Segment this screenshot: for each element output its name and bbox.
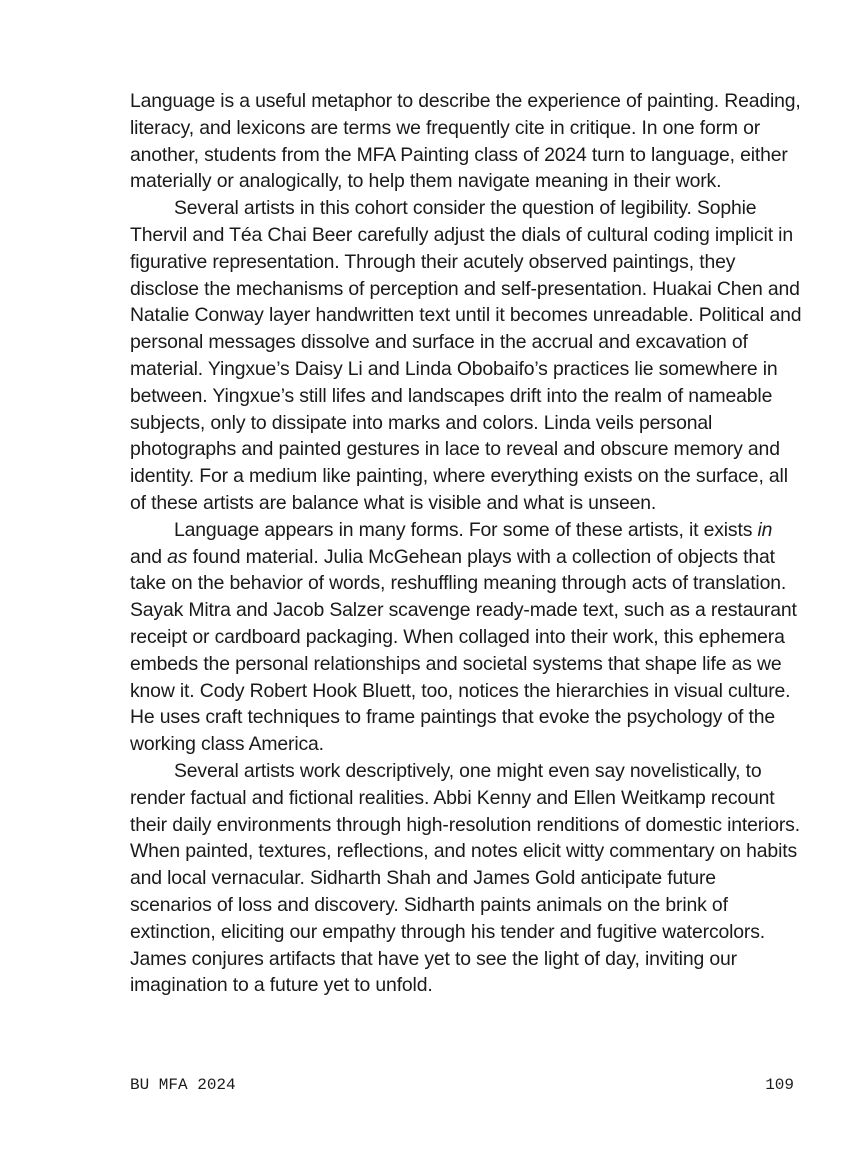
page-number: 109: [765, 1076, 794, 1094]
paragraph-3-italic-as: as: [167, 545, 188, 568]
page-content: [130, 88, 802, 999]
paragraph-2: Several artists in this cohort consider the question of legibility. Sophie Thervil and Téa Chai Beer carefully adjust the dials of cultural coding implicit in figurative representation. Through their acutely observed paintings, they disclose the mechanisms of perception and self-presentation. Huakai Chen and Natalie Conway layer handwritten text until it becomes unreadable. Political and personal messages dissolve and surface in the accrual and excavation of material. Yingxue’s Daisy Li and Linda Obobaifo’s practices lie somewhere in between. Yingxue’s still lifes and landscapes drift into the realm of nameable subjects, only to dissipate into marks and colors. Linda veils personal photographs and painted gestures in lace to reveal and obscure memory and identity. For a medium like painting, where everything exists on the surface, all of these artists are balance what is visible and what is unseen.: [130, 197, 802, 514]
paragraph-3-italic-in: in: [757, 518, 773, 541]
essay-body: [130, 88, 802, 999]
paragraph-3: [130, 517, 802, 758]
running-footer-title: BU MFA 2024: [130, 1076, 236, 1094]
paragraph-1: Language is a useful metaphor to describe the experience of painting. Reading, literacy, and lexicons are terms we frequently cite in critique. In one form or another, students from the MFA Painting class of 2024 turn to language, either materially or analogically, to help them navigate meaning in their work.: [130, 90, 801, 193]
page-footer: [130, 1075, 794, 1095]
paragraph-3-text-b: and: [130, 545, 168, 568]
paragraph-3-text-a: Language appears in many forms. For some of these artists, it exists: [174, 518, 758, 541]
paragraph-3-text-c: found material. Julia McGehean plays with a collection of objects that take on the behavior of words, reshuffling meaning through acts of translation. Sayak Mitra and Jacob Salzer scavenge ready-made text, such as a restaurant receipt or cardboard packaging. When collaged into their work, this ephemera embeds the personal relationships and societal systems that shape life as we know it. Cody Robert Hook Bluett, too, notices the hierarchies in visual culture. He uses craft techniques to frame paintings that evoke the psychology of the working class America.: [130, 545, 797, 756]
paragraph-4: Several artists work descriptively, one might even say novelistically, to render factual and fictional realities. Abbi Kenny and Ellen Weitkamp recount their daily environments through high-resolution renditions of domestic interiors. When painted, textures, reflections, and notes elicit witty commentary on habits and local vernacular. Sidharth Shah and James Gold anticipate future scenarios of loss and discovery. Sidharth paints animals on the brink of extinction, eliciting our empathy through his tender and fugitive watercolors. James conjures artifacts that have yet to see the light of day, inviting our imagination to a future yet to unfold.: [130, 759, 800, 997]
